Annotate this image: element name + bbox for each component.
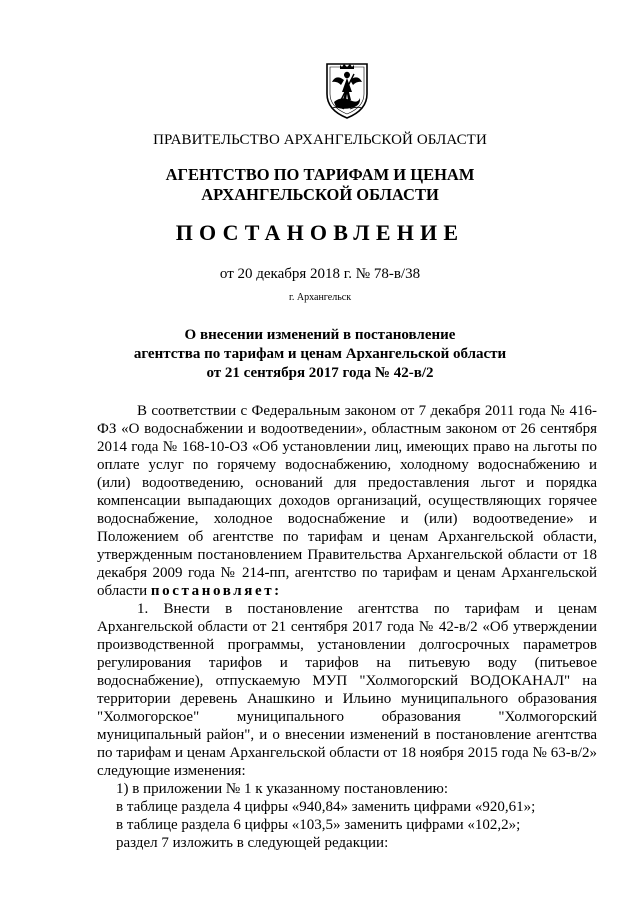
document-body bbox=[97, 402, 597, 852]
document-city: г. Архангельск bbox=[288, 292, 352, 303]
subject-line-1: О внесении изменений в постановление bbox=[184, 327, 456, 343]
subject-line-3: от 21 сентября 2017 года № 42-в/2 bbox=[206, 365, 434, 381]
preamble-text: В соответствии с Федеральным законом от 7 декабря 2011 года № 416-ФЗ «О водоснабжении и водоотведении», областным законом от 26 сентября 2014 года № 168-10-ОЗ «Об установлении лиц, имеющих право на льготы по оплате услуг по горячему водоснабжению, холодному водоснабжению и (или) водоотведению, оснований для предоставления льгот и порядка компенсации выпадающих доходов организаций, осуществляющих горячее водоснабжение, холодное водоснабжение и (или) водоотведение» и Положением об агентстве по тарифам и ценам Архангельской области, утвержденным постановлением Правительства Архангельской области от 18 декабря 2009 года № 214-пп, агентство по тарифам и ценам Архангельской области bbox=[97, 403, 597, 599]
subitem-table-4: в таблице раздела 4 цифры «940,84» заменить цифрами «920,61»; bbox=[116, 799, 536, 815]
document-subject bbox=[0, 326, 640, 383]
government-title: ПРАВИТЕЛЬСТВО АРХАНГЕЛЬСКОЙ ОБЛАСТИ bbox=[153, 132, 487, 148]
document-type: ПОСТАНОВЛЕНИЕ bbox=[175, 220, 465, 245]
arkhangelsk-coat-of-arms-icon bbox=[324, 62, 370, 120]
agency-title bbox=[0, 165, 640, 205]
subitem-section-7: раздел 7 изложить в следующей редакции: bbox=[116, 835, 389, 851]
document-date-number: от 20 декабря 2018 г. № 78-в/38 bbox=[219, 266, 421, 282]
subitem-table-6: в таблице раздела 6 цифры «103,5» заменить цифрами «102,2»; bbox=[116, 817, 521, 833]
agency-title-line-2: АРХАНГЕЛЬСКОЙ ОБЛАСТИ bbox=[201, 185, 439, 204]
resolves-word: постановляет: bbox=[150, 583, 282, 599]
subitem-1: 1) в приложении № 1 к указанному постановлению: bbox=[116, 781, 448, 797]
subject-line-2: агентства по тарифам и ценам Архангельской области bbox=[133, 346, 507, 362]
agency-title-line-1: АГЕНТСТВО ПО ТАРИФАМ И ЦЕНАМ bbox=[165, 165, 475, 184]
item-1-paragraph: 1. Внести в постановление агентства по тарифам и ценам Архангельской области от 21 сентября 2017 года № 42-в/2 «Об утверждении производственной программы, установлении долгосрочных параметров регулирования тарифов и тарифов на питьевую воду (питьевое водоснабжение), отпускаемую МУП "Холмогорский ВОДОКАНАЛ" на территории деревень Анашкино и Ильино муниципального образования "Холмогорское" муниципального образования "Холмогорский муниципальный район", и о внесении изменений в постановление агентства по тарифам и ценам Архангельской области от 18 ноября 2015 года № 63-в/2» следующие изменения: bbox=[97, 601, 597, 779]
preamble-paragraph bbox=[97, 402, 597, 600]
